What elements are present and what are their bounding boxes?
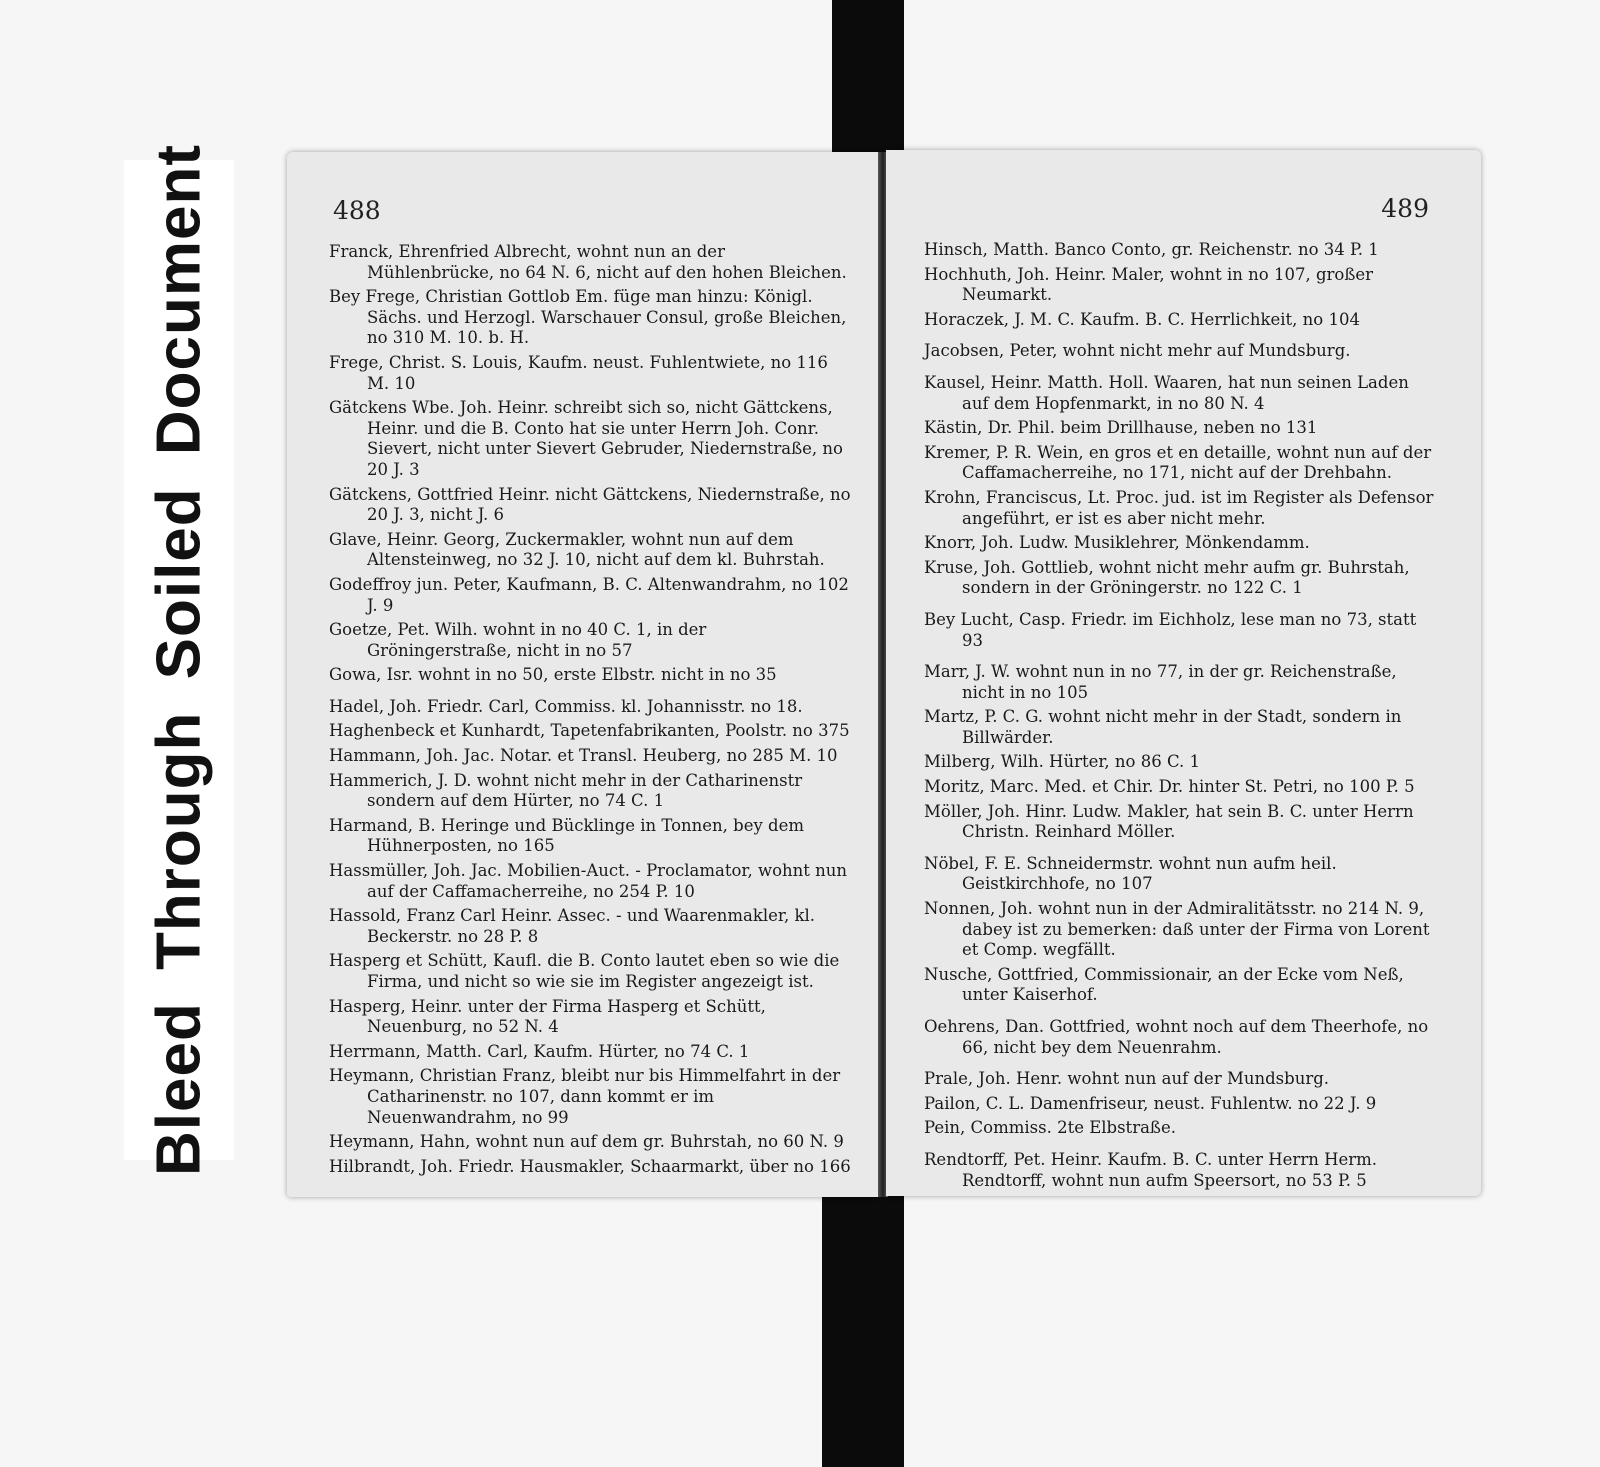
- entry: Gowa, Isr. wohnt in no 50, erste Elbstr. nicht in no 35: [329, 665, 777, 685]
- entry: Glave, Heinr. Georg, Zuckermakler, wohnt nun auf dem Altensteinweg, no 32 J. 10, nicht auf dem kl. Buhrstah.: [329, 529, 825, 570]
- entry: Moritz, Marc. Med. et Chir. Dr. hinter St. Petri, no 100 P. 5: [924, 777, 1415, 797]
- entry: Gätckens Wbe. Joh. Heinr. schreibt sich so, nicht Gättckens, Heinr. und die B. Conto hat sie unter Herrn Joh. Conr. Sievert, nicht unter Sievert Gebruder, Niedernstraße, no 20 J. 3: [329, 398, 849, 479]
- entry: Heymann, Christian Franz, bleibt nur bis Himmelfahrt in der Catharinenstr. no 107, dann kommt er im Neuenwandrahm, no 99: [329, 1066, 846, 1127]
- entry: Goetze, Pet. Wilh. wohnt in no 40 C. 1, in der Gröningerstraße, nicht in no 57: [329, 620, 712, 660]
- label-panel: [124, 143, 234, 1177]
- left-page-number: 488: [333, 196, 381, 225]
- entry: Haghenbeck et Kunhardt, Tapetenfabrikanten, Poolstr. no 375: [329, 721, 850, 741]
- left-page-entries: [329, 242, 856, 1181]
- entry: Herrmann, Matth. Carl, Kaufm. Hürter, no 74 C. 1: [329, 1041, 750, 1061]
- entry: Nöbel, F. E. Schneidermstr. wohnt nun aufm heil. Geistkirchhofe, no 107: [924, 853, 1342, 894]
- entry: Hilbrandt, Joh. Friedr. Hausmakler, Schaarmarkt, über no 166: [329, 1156, 851, 1176]
- document-label: Bleed Through Soiled Document: [144, 143, 214, 1177]
- entry: Hasperg et Schütt, Kaufl. die B. Conto lautet eben so wie die Firma, und nicht so wie sie im Register angezeigt ist.: [329, 951, 845, 991]
- entry: Hassmüller, Joh. Jac. Mobilien-Auct. - Proclamator, wohnt nun auf der Caffamacherreihe, no 254 P. 10: [329, 861, 853, 901]
- entry: Franck, Ehrenfried Albrecht, wohnt nun an der Mühlenbrücke, no 64 N. 6, nicht auf den hohen Bleichen.: [329, 242, 847, 282]
- entry: Milberg, Wilh. Hürter, no 86 C. 1: [924, 752, 1200, 772]
- right-page-number: 489: [1381, 194, 1429, 223]
- binding-strip-top: [832, 0, 904, 154]
- entry: Krohn, Franciscus, Lt. Proc. jud. ist im Register als Defensor angeführt, er ist es aber nicht mehr.: [924, 487, 1439, 528]
- entry: Oehrens, Dan. Gottfried, wohnt noch auf dem Theerhofe, no 66, nicht bey dem Neuenrahm.: [924, 1017, 1434, 1057]
- entry: Harmand, B. Heringe und Bücklinge in Tonnen, bey dem Hühnerposten, no 165: [329, 815, 810, 856]
- binding-strip-bottom: [822, 1192, 904, 1467]
- entry: Pein, Commiss. 2te Elbstraße.: [924, 1118, 1176, 1138]
- entry: Heymann, Hahn, wohnt nun auf dem gr. Buhrstah, no 60 N. 9: [329, 1132, 844, 1152]
- entry: Frege, Christ. S. Louis, Kaufm. neust. Fuhlentwiete, no 116 M. 10: [329, 352, 834, 393]
- entry: Kästin, Dr. Phil. beim Drillhause, neben no 131: [924, 418, 1318, 438]
- left-page: [287, 152, 880, 1197]
- entry: Nusche, Gottfried, Commissionair, an der Ecke vom Neß, unter Kaiserhof.: [924, 964, 1410, 1005]
- entry: Hasperg, Heinr. unter der Firma Hasperg et Schütt, Neuenburg, no 52 N. 4: [329, 996, 772, 1037]
- entry: Nonnen, Joh. wohnt nun in der Admiralitätsstr. no 214 N. 9, dabey ist zu bemerken: daß unter der Firma von Lorent et Comp. wegfällt.: [924, 899, 1435, 960]
- entry: Kruse, Joh. Gottlieb, wohnt nicht mehr aufm gr. Buhrstah, sondern in der Gröningerstr. no 122 C. 1: [924, 557, 1415, 598]
- entry: Horaczek, J. M. C. Kaufm. B. C. Herrlichkeit, no 104: [924, 309, 1360, 329]
- entry: Jacobsen, Peter, wohnt nicht mehr auf Mundsburg.: [924, 341, 1351, 361]
- entry: Marr, J. W. wohnt nun in no 77, in der gr. Reichenstraße, nicht in no 105: [924, 662, 1402, 702]
- entry: Gätckens, Gottfried Heinr. nicht Gättckens, Niedernstraße, no 20 J. 3, nicht J. 6: [329, 484, 856, 525]
- entry: Bey Lucht, Casp. Friedr. im Eichholz, lese man no 73, statt 93: [924, 609, 1422, 650]
- entry: Rendtorff, Pet. Heinr. Kaufm. B. C. unter Herrn Herm. Rendtorff, wohnt nun aufm Speersort, no 53 P. 5: [924, 1149, 1383, 1190]
- entry: Hadel, Joh. Friedr. Carl, Commiss. kl. Johannisstr. no 18.: [329, 696, 803, 716]
- entry: Kausel, Heinr. Matth. Holl. Waaren, hat nun seinen Laden auf dem Hopfenmarkt, in no 80 N. 4: [924, 372, 1415, 413]
- entry: Godeffroy jun. Peter, Kaufmann, B. C. Altenwandrahm, no 102 J. 9: [329, 574, 855, 615]
- entry: Prale, Joh. Henr. wohnt nun auf der Mundsburg.: [924, 1069, 1330, 1089]
- entry: Hinsch, Matth. Banco Conto, gr. Reichenstr. no 34 P. 1: [924, 240, 1379, 259]
- entry: Knorr, Joh. Ludw. Musiklehrer, Mönkendamm.: [924, 533, 1310, 553]
- right-page-entries: [924, 240, 1439, 1195]
- entry: Hammerich, J. D. wohnt nicht mehr in der Catharinenstr sondern auf dem Hürter, no 74 C. 1: [329, 770, 808, 811]
- entry: Hassold, Franz Carl Heinr. Assec. - und Waarenmakler, kl. Beckerstr. no 28 P. 8: [329, 906, 821, 946]
- entry: Kremer, P. R. Wein, en gros et en detaille, wohnt nun auf der Caffamacherreihe, no 171, nicht auf der Drehbahn.: [924, 442, 1437, 483]
- entry: Hochhuth, Joh. Heinr. Maler, wohnt in no 107, großer Neumarkt.: [924, 264, 1379, 305]
- entry: Bey Frege, Christian Gottlob Em. füge man hinzu: Königl. Sächs. und Herzogl. Warschauer Consul, große Bleichen, no 310 M. 10. b. H.: [329, 287, 852, 348]
- right-page: [886, 150, 1481, 1196]
- entry: Hammann, Joh. Jac. Notar. et Transl. Heuberg, no 285 M. 10: [329, 746, 838, 766]
- entry: Martz, P. C. G. wohnt nicht mehr in der Stadt, sondern in Billwärder.: [924, 707, 1407, 747]
- entry: Pailon, C. L. Damenfriseur, neust. Fuhlentw. no 22 J. 9: [924, 1093, 1377, 1113]
- entry: Möller, Joh. Hinr. Ludw. Makler, hat sein B. C. unter Herrn Christn. Reinhard Möller.: [924, 801, 1419, 842]
